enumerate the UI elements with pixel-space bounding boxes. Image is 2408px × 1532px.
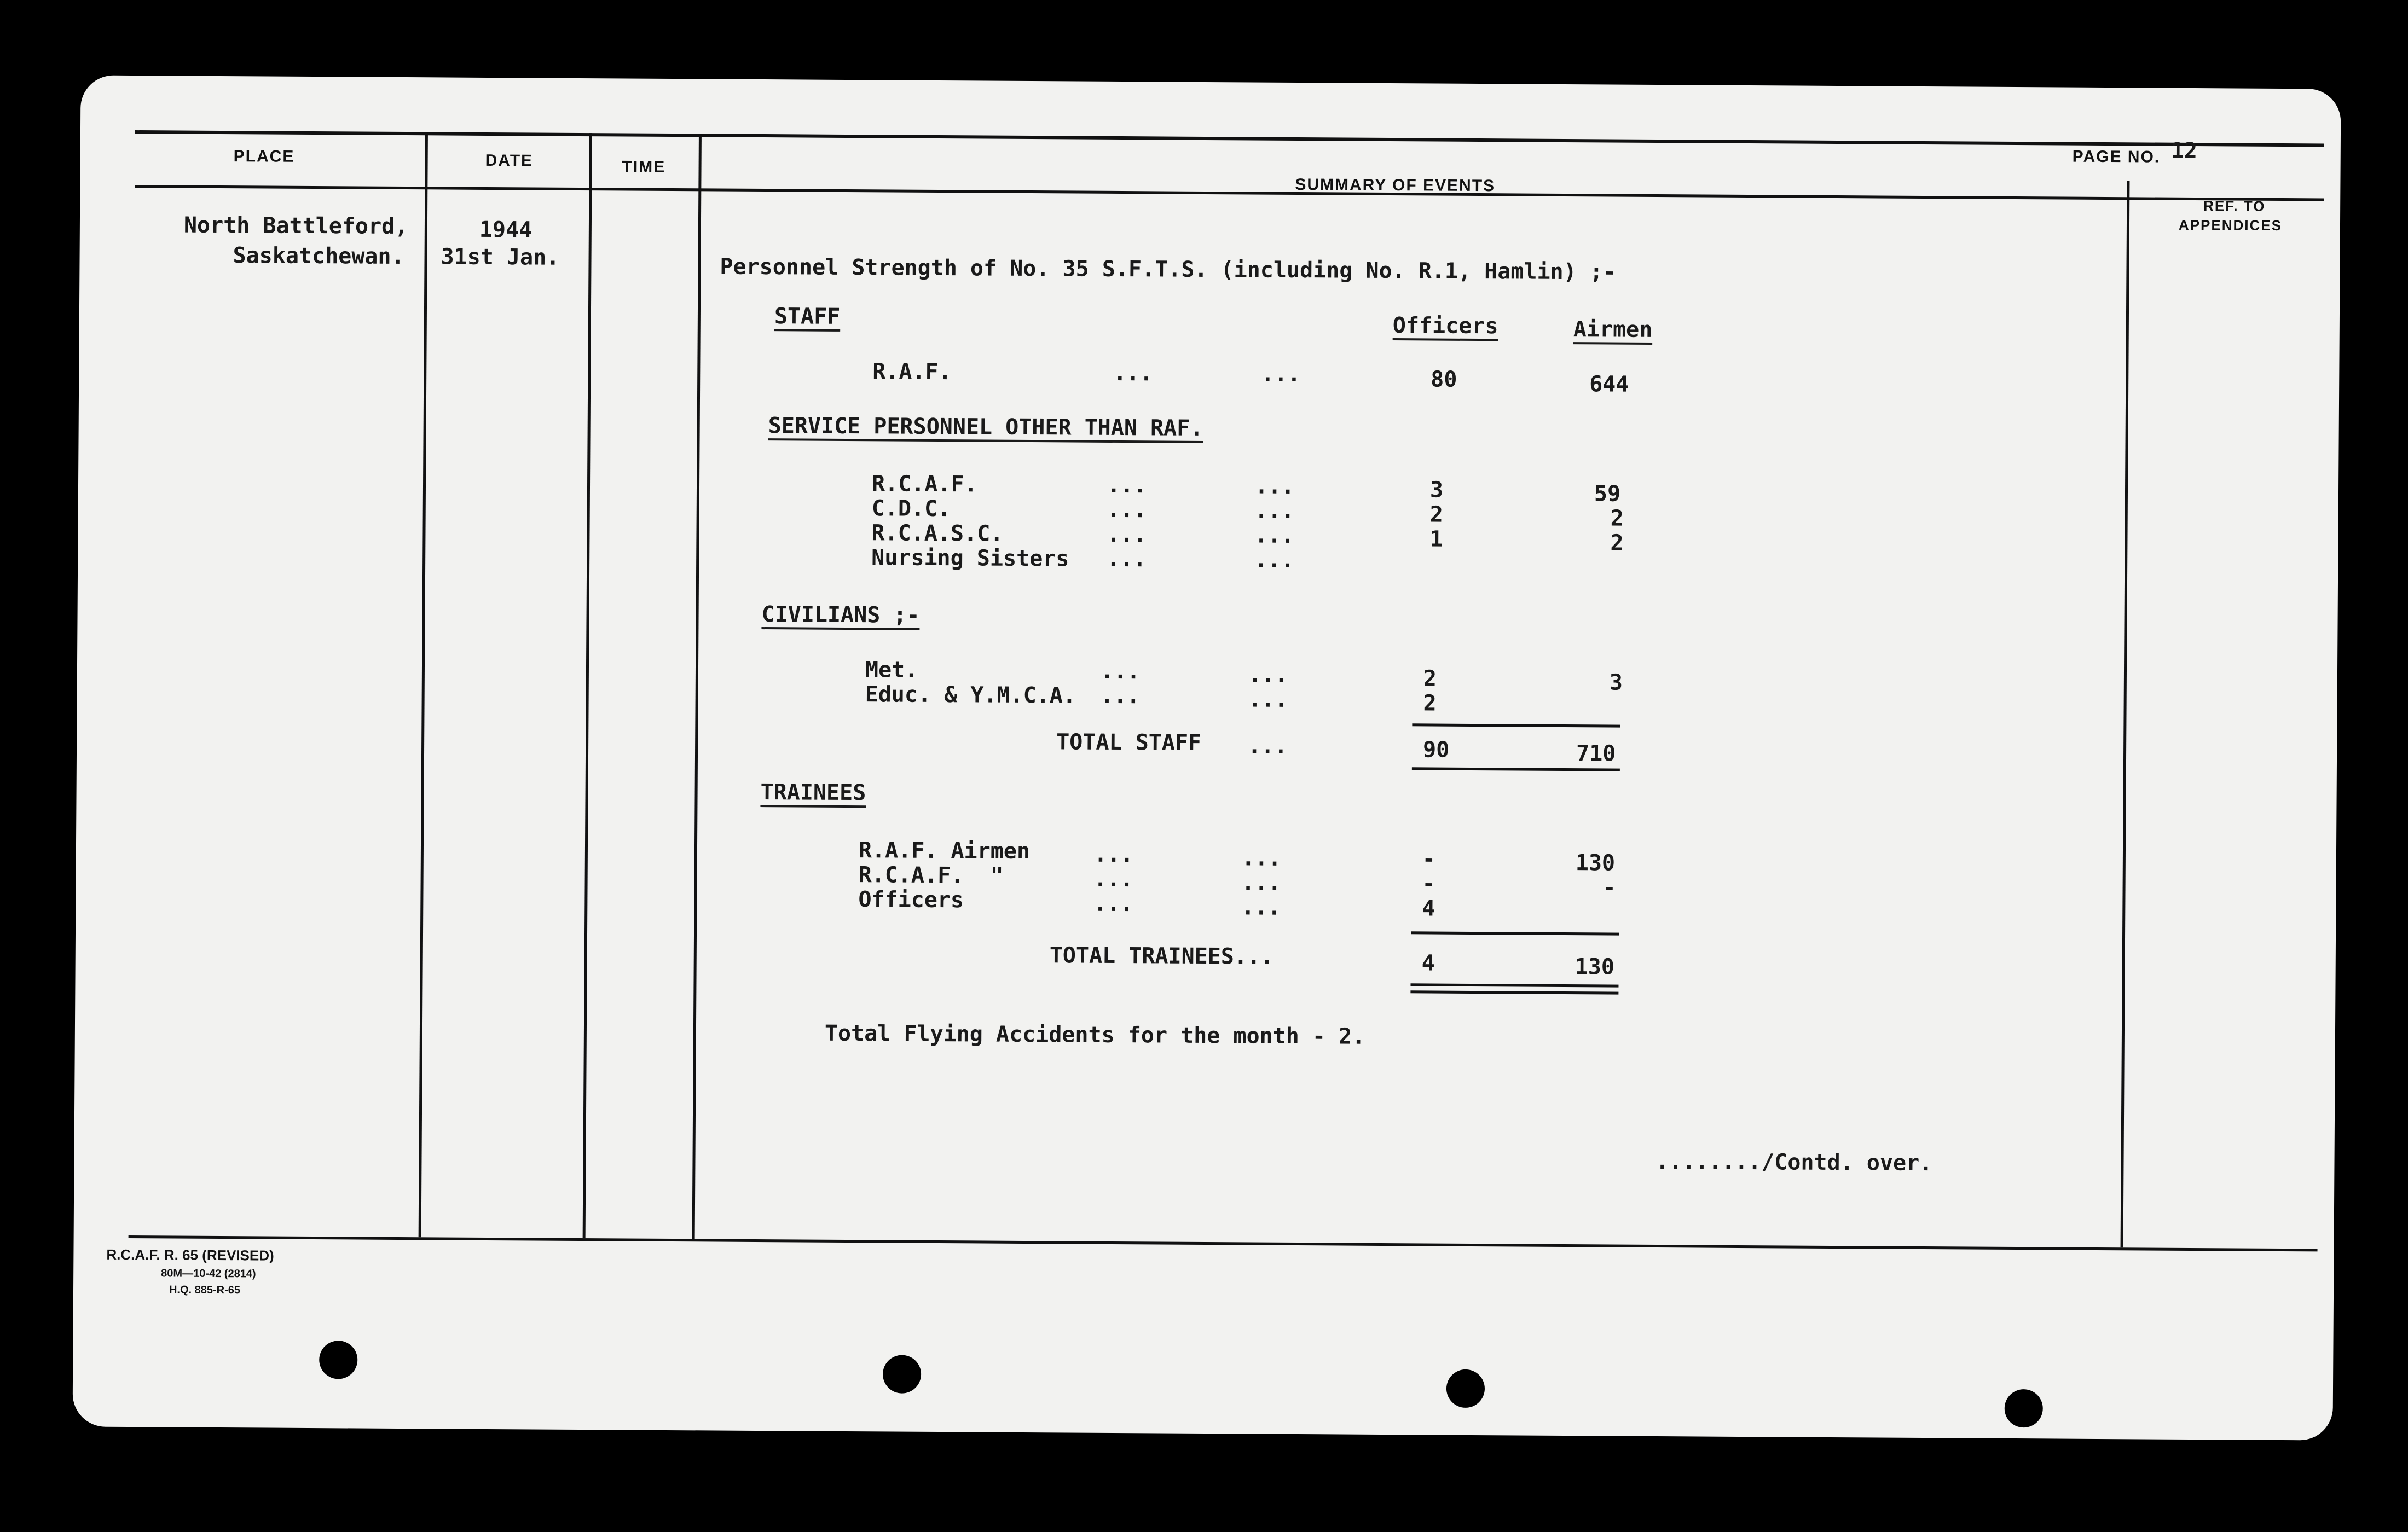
raf-label: R.A.F. (872, 359, 952, 385)
service-row-officers: 2 (1429, 502, 1443, 527)
form-code: R.C.A.F. R. 65 (REVISED) (106, 1246, 274, 1264)
civilian-row-label: Met. (865, 657, 918, 683)
dots: ... (1248, 687, 1288, 712)
service-row-label: R.C.A.F. (871, 471, 977, 497)
trainees-total-rule (1410, 983, 1618, 987)
civilian-row-officers: 2 (1423, 666, 1437, 692)
total-trainees-airmen: 130 (1575, 954, 1615, 980)
service-row-airmen: 2 (1610, 530, 1624, 556)
civilians-heading: CIVILIANS ;- (761, 602, 920, 628)
flying-accidents: Total Flying Accidents for the month - 2. (824, 1020, 1365, 1049)
dots: ... (1254, 547, 1294, 573)
total-trainees-officers: 4 (1421, 950, 1435, 976)
strength-intro: Personnel Strength of No. 35 S.F.T.S. (including No. R.1, Hamlin) ;- (720, 254, 1617, 285)
divider-date-time (583, 133, 592, 1238)
service-row-label: C.D.C. (871, 496, 951, 522)
dots: ... (1241, 845, 1282, 871)
service-heading: SERVICE PERSONNEL OTHER THAN RAF. (768, 413, 1203, 441)
total-staff-label: TOTAL STAFF (1056, 729, 1202, 756)
raf-dots-2: ... (1261, 361, 1301, 387)
trainee-row-airmen: 130 (1575, 850, 1616, 876)
airmen-column-heading: Airmen (1573, 317, 1653, 343)
civilian-row-label: Educ. & Y.M.C.A. (865, 682, 1076, 709)
trainee-row-label: R.C.A.F. " (858, 862, 1004, 889)
punch-hole (2005, 1389, 2043, 1427)
header-bottom-rule (135, 185, 2324, 201)
divider-place-date (419, 132, 428, 1237)
page-no-value: 12 (2170, 138, 2198, 164)
service-row-label: Nursing Sisters (871, 545, 1069, 572)
place-line2: Saskatchewan. (233, 243, 404, 270)
trainee-row-officers: - (1422, 846, 1436, 872)
dots: ... (1241, 870, 1281, 896)
dots: ... (1107, 497, 1147, 523)
service-row-label: R.C.A.S.C. (871, 520, 1004, 547)
place-header: PLACE (233, 147, 295, 166)
trainee-row-officers: 4 (1422, 896, 1435, 921)
punch-hole (883, 1355, 921, 1393)
dots: ... (1093, 866, 1134, 892)
dots: ... (1093, 842, 1134, 868)
staff-total-rule (1412, 767, 1620, 771)
staff-subtotal-rule (1412, 723, 1620, 727)
service-row-officers: 1 (1429, 526, 1443, 552)
civilian-row-officers: 2 (1423, 690, 1437, 716)
raf-dots-1: ... (1113, 360, 1153, 386)
dots: ... (1248, 662, 1288, 688)
entry-day: 31st Jan. (441, 244, 560, 270)
dots: ... (1100, 683, 1141, 709)
dots: ... (1254, 523, 1294, 548)
service-row-airmen: 59 (1594, 481, 1621, 507)
continued-note: ......../Contd. over. (1656, 1149, 1933, 1176)
officers-column-heading: Officers (1392, 313, 1498, 339)
trainee-row-label: Officers (858, 887, 964, 913)
header-top-rule (135, 130, 2324, 147)
trainee-row-officers: - (1422, 871, 1435, 897)
divider-summary-ref (2121, 181, 2130, 1247)
punch-hole (1446, 1369, 1485, 1408)
form-sheet (72, 75, 2341, 1440)
dots: ... (1241, 895, 1281, 920)
date-header: DATE (485, 151, 534, 170)
staff-heading: STAFF (774, 304, 841, 329)
punch-hole (319, 1340, 357, 1379)
dots: ... (1107, 472, 1147, 498)
dots: ... (1107, 546, 1147, 572)
raf-airmen: 644 (1589, 372, 1629, 397)
total-staff-airmen: 710 (1576, 741, 1616, 767)
service-row-officers: 3 (1429, 477, 1444, 503)
place-line1: North Battleford, (183, 212, 408, 240)
dots: ... (1100, 658, 1141, 684)
civilian-row-airmen: 3 (1609, 670, 1623, 695)
page-no-label: PAGE NO. (2072, 147, 2161, 166)
divider-time-summary (692, 134, 702, 1239)
trainee-row-airmen: - (1602, 875, 1616, 901)
entry-year: 1944 (479, 217, 532, 243)
total-trainees-label: TOTAL TRAINEES... (1049, 943, 1274, 970)
trainees-subtotal-rule (1411, 931, 1619, 935)
dots: ... (1093, 891, 1133, 917)
dots: ... (1107, 521, 1147, 548)
summary-header: SUMMARY OF EVENTS (1295, 175, 1496, 195)
dots: ... (1247, 733, 1288, 759)
service-row-airmen: 2 (1610, 506, 1624, 531)
dots: ... (1254, 498, 1295, 524)
ref-header-line1: REF. TO (2203, 198, 2266, 214)
trainees-total-rule (1410, 990, 1618, 994)
dots: ... (1254, 473, 1295, 499)
trainee-row-label: R.A.F. Airmen (858, 838, 1031, 864)
raf-officers: 80 (1431, 367, 1457, 392)
total-staff-officers: 90 (1422, 737, 1450, 763)
print-code: 80M—10-42 (2814) (161, 1267, 256, 1280)
ref-header-line2: APPENDICES (2178, 216, 2283, 234)
footer-rule (129, 1235, 2318, 1251)
trainees-heading: TRAINEES (760, 780, 866, 806)
time-header: TIME (622, 158, 666, 176)
hq-code: H.Q. 885-R-65 (169, 1284, 241, 1297)
